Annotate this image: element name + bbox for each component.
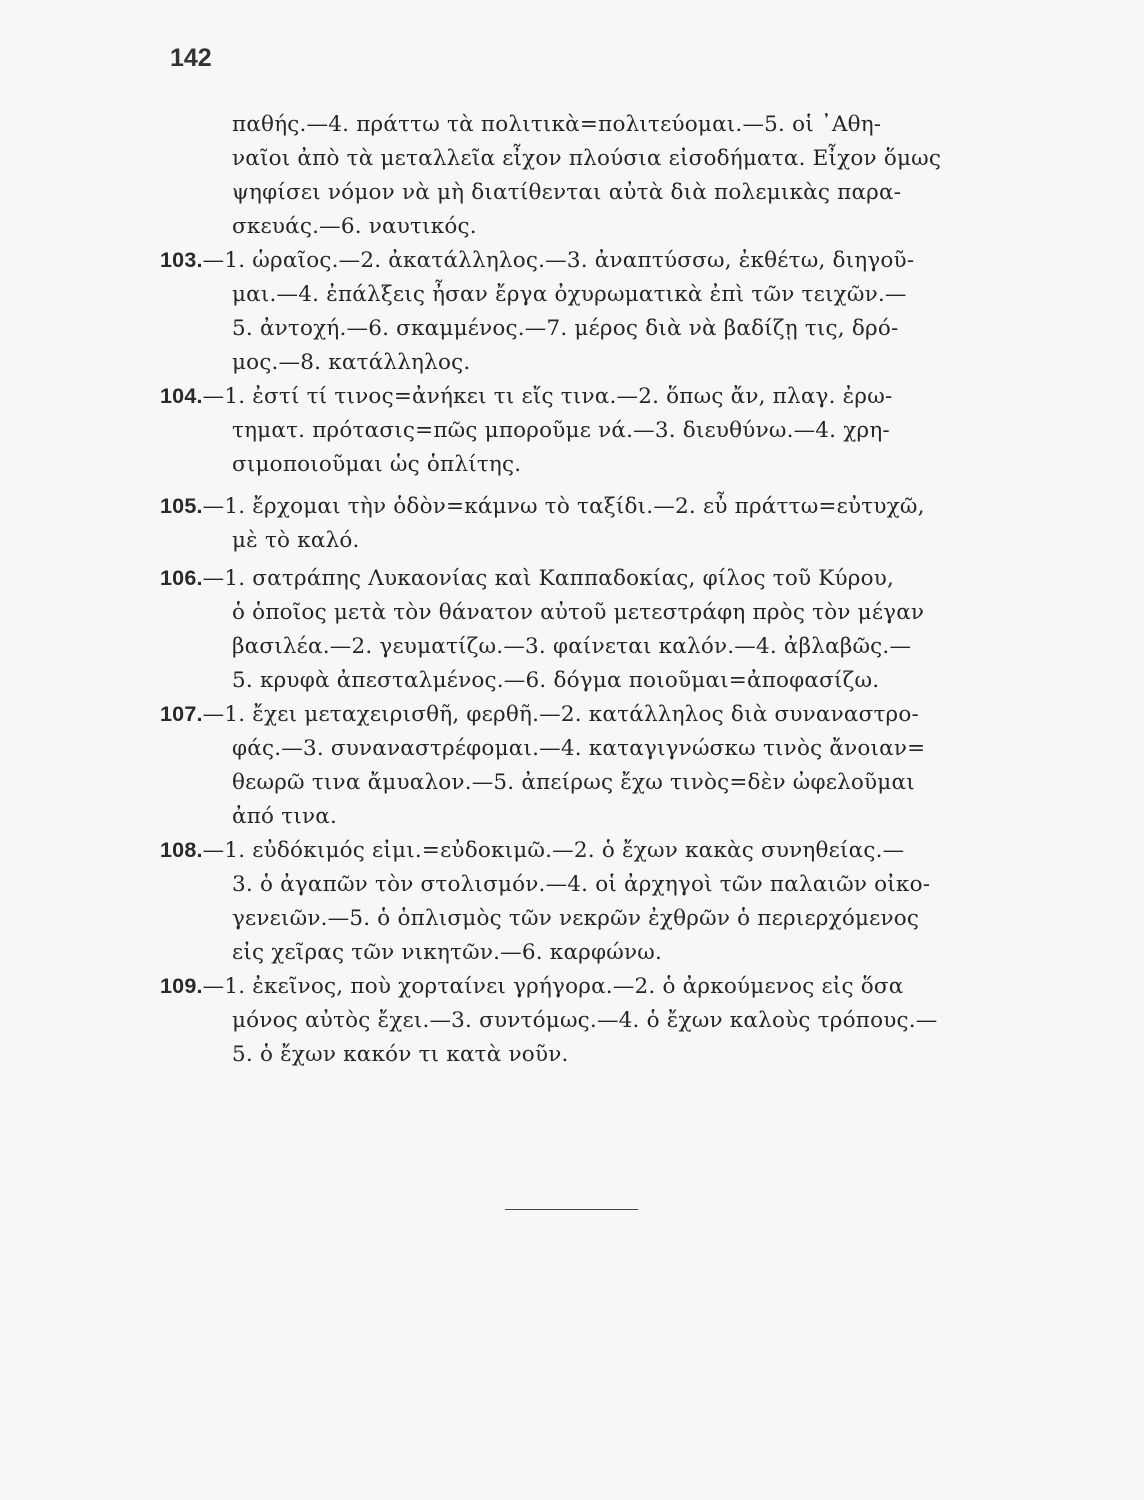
entry-text: —1. εὐδόκιμός εἰμι.=εὐδοκιμῶ.—2. ὁ ἔχων κακὰς συνηθείας.— — [202, 838, 905, 863]
text-line: 5. ἀντοχή.—6. σκαμμένος.—7. μέρος διὰ νὰ βαδίζῃ τις, δρό- — [232, 316, 899, 341]
text-line: μόνος αὐτὸς ἔχει.—3. συντόμως.—4. ὁ ἔχων καλοὺς τρόπους.— — [232, 1008, 938, 1033]
entry-text: —1. ἔχει μεταχειρισθῆ, φερθῆ.—2. κατάλληλος διὰ συναναστρο- — [202, 702, 919, 727]
text-line: σκευάς.—6. ναυτικός. — [232, 214, 477, 239]
entry-105-first-line — [160, 494, 925, 519]
entry-106-first-line — [160, 566, 894, 591]
entry-108-first-line — [160, 838, 904, 863]
text-line: βασιλέα.—2. γευματίζω.—3. φαίνεται καλόν.—4. ἀβλαβῶς.— — [232, 634, 912, 659]
entry-number: 107. — [160, 702, 203, 726]
entry-109-first-line — [160, 974, 903, 999]
text-line: ψηφίσει νόμον νὰ μὴ διατίθενται αὐτὰ διὰ πολεμικὰς παρα- — [232, 180, 902, 205]
entry-text: —1. ἐκεῖνος, ποὺ χορταίνει γρήγορα.—2. ὁ ἀρκούμενος εἰς ὅσα — [202, 974, 904, 999]
entry-number: 108. — [160, 838, 203, 862]
entry-number: 106. — [160, 566, 203, 590]
text-line: φάς.—3. συναναστρέφομαι.—4. καταγιγνώσκω τινὸς ἄνοιαν= — [232, 736, 926, 761]
entry-text: —1. ἐστί τί τινος=ἀνήκει τι εἴς τινα.—2. ὅπως ἄν, πλαγ. ἐρω- — [202, 384, 893, 409]
text-line: παθής.—4. πράττω τὰ πολιτικὰ=πολιτεύομαι.—5. οἱ ᾿Αθη- — [232, 112, 882, 137]
text-line: ἀπό τινα. — [232, 804, 337, 829]
section-divider — [505, 1209, 638, 1210]
page-number: 142 — [170, 44, 212, 72]
text-line: εἰς χεῖρας τῶν νικητῶν.—6. καρφώνω. — [232, 940, 663, 965]
text-line: τηματ. πρότασις=πῶς μποροῦμε νά.—3. διευθύνω.—4. χρη- — [232, 418, 890, 443]
text-line: ὁ ὁποῖος μετὰ τὸν θάνατον αὐτοῦ μετεστράφη πρὸς τὸν μέγαν — [232, 600, 925, 625]
text-line: θεωρῶ τινα ἄμυαλον.—5. ἀπείρως ἔχω τινὸς=δὲν ὠφελοῦμαι — [232, 770, 915, 795]
entry-103-first-line — [160, 248, 914, 273]
entry-text: —1. ἔρχομαι τὴν ὁδὸν=κάμνω τὸ ταξίδι.—2. εὖ πράττω=εὐτυχῶ, — [202, 494, 925, 519]
entry-number: 109. — [160, 974, 203, 998]
entry-text: —1. ὡραῖος.—2. ἀκατάλληλος.—3. ἀναπτύσσω, ἐκθέτω, διηγοῦ- — [202, 248, 915, 273]
entry-number: 103. — [160, 248, 203, 272]
text-line: μαι.—4. ἐπάλξεις ἦσαν ἔργα ὀχυρωματικὰ ἐπὶ τῶν τειχῶν.— — [232, 282, 907, 307]
entry-number: 104. — [160, 384, 203, 408]
text-line: 3. ὁ ἀγαπῶν τὸν στολισμόν.—4. οἱ ἀρχηγοὶ τῶν παλαιῶν οἰκο- — [232, 872, 931, 897]
text-line: σιμοποιοῦμαι ὡς ὁπλίτης. — [232, 452, 522, 477]
text-line: 5. ὁ ἔχων κακόν τι κατὰ νοῦν. — [232, 1042, 569, 1067]
entry-number: 105. — [160, 494, 203, 518]
text-line: 5. κρυφὰ ἀπεσταλμένος.—6. δόγμα ποιοῦμαι=ἀποφασίζω. — [232, 668, 880, 693]
entry-text: —1. σατράπης Λυκαονίας καὶ Καππαδοκίας, φίλος τοῦ Κύρου, — [202, 566, 895, 591]
entry-107-first-line — [160, 702, 919, 727]
text-line: γενειῶν.—5. ὁ ὁπλισμὸς τῶν νεκρῶν ἐχθρῶν ὁ περιερχόμενος — [232, 906, 920, 931]
text-line: ναῖοι ἀπὸ τὰ μεταλλεῖα εἶχον πλούσια εἰσοδήματα. Εἶχον ὅμως — [232, 146, 942, 171]
text-line: μος.—8. κατάλληλος. — [232, 350, 471, 375]
entry-104-first-line — [160, 384, 892, 409]
text-line: μὲ τὸ καλό. — [232, 528, 360, 553]
